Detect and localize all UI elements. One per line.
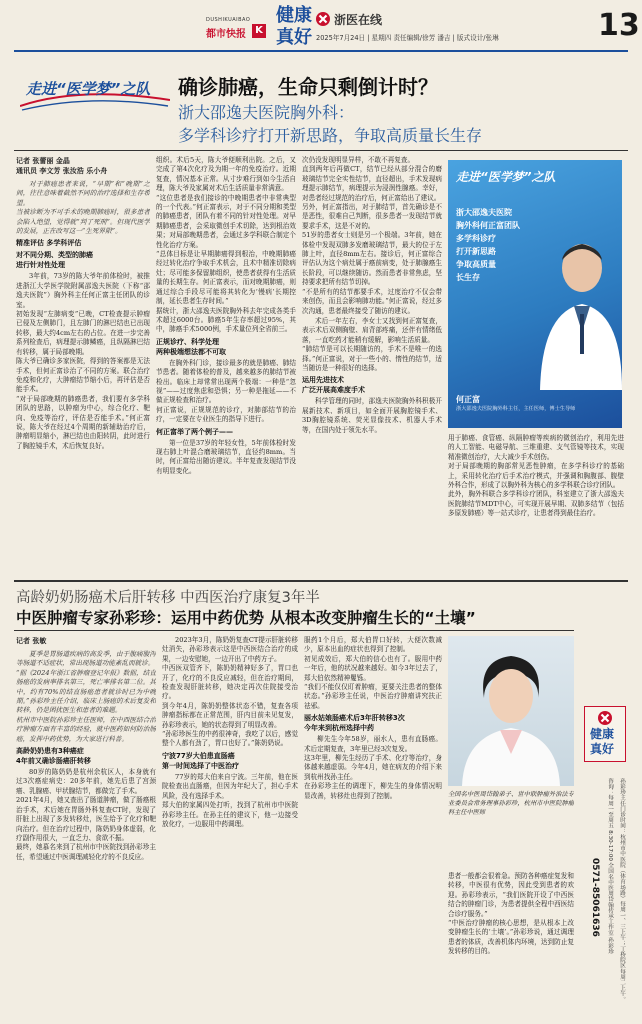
team-logo-text: 走进“医学梦”之队: [26, 80, 151, 98]
promo-text: 浙大邵逸夫医院 胸外科何正富团队 多学科诊疗 打开新思路 争取高质量 长生存: [456, 208, 520, 282]
article1-col1: [16, 156, 150, 576]
article2-col3-sub1: 丽水姑娘肠癌术后3年肝转移3次 今年来到杭州选择中药: [304, 714, 405, 733]
side-tab-title-2: 真好: [590, 742, 615, 756]
article1-col2-body: 组织。术后5天，陈大爷便顺利出院。之后，又完成了第4次化疗及为期一年的免疫治疗。近期复查，情况基本正常。从寸步难行到如今生活自理，陈大爷及家属对术后生活质量非常满意。 “这位患者是我们接诊的中晚期患者中非常典型的一个代表。”何正富表示，对于不同分期和类型的肺癌患者，团队有着不同的针对性处理。对早期肺癌患者，会采取微创手术切除，达到根治效果；对局部晚期患者，会通过多学科联合制定个性化治疗方案。 “总体目标是让早期肺癌得到根治，中晚期肺癌经过转化治疗争取手术机会，且术中精准切除病灶；尽可能多保留肺组织，使患者获得有生活质量的长期生存。何正富表示，而对晚期肺癌，则通过综合手段尽可能将其转化为‘慢病’长期控制，延长患者生存时间。” 据统计，浙大邵逸夫医院胸外科去年完成各类手术超过6000台。肺癌5年生存率超过95%，其中，肺癌手术5000例，手术量位列全省前三。: [156, 156, 296, 334]
side-tab: [584, 706, 626, 762]
promo-doctor-desc: 浙大邵逸夫医院胸外科主任，主任医师，博士生导师: [456, 406, 576, 412]
paper-logo: [252, 24, 266, 38]
side-vertical-text: 咨询：每周一至周五 8:30-17:00 全国名中医周岱翰传承工作室 孙彩珍: [607, 778, 613, 955]
article1-col2-body2: 在胸外科门诊，接诊最多的就是肺癌、肺结节患者。随着体检的普及，越来越多的肺结节被检出。临床上却常常出现两个极端：一种是“忽视”——过度焦虑和恐惧；另一种是拖延——不做正规检查和治疗。 何正富说，正规规范的诊疗，对肺部结节的治疗，一定要在专业医生的指导下进行。: [156, 358, 296, 424]
article1-col1-sub1: 精准评估 多学科评估: [16, 239, 82, 248]
article1-col3: [302, 156, 442, 576]
page-number: 13: [598, 8, 640, 43]
brand-logo-icon: [316, 11, 330, 25]
dateline: 2025年7月24日 | 星期四 责任编辑/徐芳 潘吉 | 版式设计/张琳: [316, 34, 499, 42]
article2-headline: 中医肿瘤专家孙彩珍：运用中药优势 从根本改变肿瘤生长的“土壤”: [16, 609, 476, 627]
article2-col4: [448, 872, 574, 1018]
article1-subhead-1: 浙大邵逸夫医院胸外科：: [178, 103, 355, 122]
article1-col3-body2: 术后一年左右，李女士又找到何正富复查，表示术后双侧胸壁、肩背部疼痛，还伴有情绪低落，一直吃药才能稍有缓解，影响生活质量。 “肺结节是可以长期随访的，手术不是唯一的选择。”何正富说，对于一些小的、惰性的结节，适当随访是一种很好的选择。: [302, 316, 442, 372]
article1-col4: [448, 434, 624, 574]
article2-col3-body2: 柳先生今年58岁，丽水人，患有直肠癌。术后定期复查，3年里已经3次复发。 这3年里，柳先生经历了手术、化疗等治疗，身体越来越虚弱。今年4月，她在病友的介绍下来到杭州找孙主任。 在孙彩珍主任的调理下，柳先生的身体情况明显改善，转移灶也得到了控制。: [304, 735, 442, 800]
article2-rule: [14, 630, 574, 631]
article2-intro: 夏季是胃肠道疾病的高发季，由于腹痛腹泻等肠道不适症状，常出现肠道功能紊乱而就诊。 “据《2024年浙江省肿瘤登记年报》数据，结直肠癌的发病率排名第三，死亡率排名第二位。其中，约有70%的结直肠癌患者就诊时已为中晚期。”孙彩珍主任介绍，临床上肠癌的术后复发和转移，仍是困扰医生和患者的难题。 杭州市中医院孙彩珍主任医师，在中西医结合治疗肿瘤方面有丰富的经验，就中医药如何防治肠癌，发挥中药优势，为大家进行科普。: [16, 650, 156, 743]
promo-logo: 走进“医学梦”之队: [456, 170, 556, 184]
article1-col3-body3: 科学管理的同时，邵逸夫医院胸外科积极开展新技术、新项目，如全面开展胸腔镜手术、3D胸腔镜系统、荧光显像技术、机器人手术等，在国内处于领先水平。: [302, 397, 442, 434]
doctor-photo-caption: [448, 790, 574, 868]
article2-col4-body: 患者一般都会很着急。预防各种癌症复发和转移，中医很有优势，因此受到患者的欢迎。孙彩珍表示，“我们医院开设了中西医结合的肿瘤门诊，为患者提供全程中西医结合诊疗服务。” “中医治疗肿瘤的核心思想，是从根本上改变肿瘤生长的‘土壤’。”孙彩珍说，通过调理患者的体质，改善机体内环境，达到防止复发转移的目的。: [448, 872, 574, 956]
section-title-2: 真好: [276, 27, 312, 48]
article2-col1: [16, 636, 156, 1018]
tel-number: 0571-85061636: [590, 858, 600, 937]
article2-col2: [162, 636, 298, 1018]
doctor-portrait: [532, 220, 622, 390]
article1-headline: 确诊肺癌，生命只剩倒计时？: [178, 75, 438, 99]
paper-pinyin: DUSHIKUAIBAO: [206, 17, 251, 23]
article2-col1-body: 80岁的陈奶奶是杭州余杭区人，本身就有过3次癌症病史：20多年前，她先后患了宫颈癌、乳腺癌、甲状腺结节，都做完了手术。 2021年4月，她又查出了肠道肿瘤，做了肠癌根治手术，术后她在胃肠外科复查CT时，发现了肝脏上出现了多发转移灶，医生给予了化疗和靶向治疗。但在治疗过程中，陈奶奶身体虚弱，化疗副作用很大，一直乏力、食欲不振。 最终，她慕名来到了杭州市中医院找到孙彩珍主任，希望通过中医调理减轻化疗的不良反应。: [16, 768, 156, 861]
masthead-rule: [14, 50, 628, 52]
side-brand-icon: [598, 711, 612, 725]
paper-logo-letter: K: [255, 25, 263, 36]
side-note: 孙彩珍主任门诊时间：杭州市中医院（体育场路）每周一、三上午；丁桥院区每周二上午。: [619, 778, 625, 1002]
side-tab-title-1: 健康: [590, 727, 615, 741]
article1-col1-body: 3年前，73岁的陈大爷年前体检时，被推进浙江大学医学院附属邵逸夫医院（下称“邵逸夫医院”）胸外科主任何正富主任团队的诊室。 初始发现“左肺病变”已晚，CT检查提示肿瘤已侵及左侧肺门，且左肺门的淋巴结也已出现转移，最大约4cm左右的占位。在进一步完善系列检查后，病理提示肺鳞癌，且纵隔淋巴结有转移，属于局部晚期。 陈大爷已确诊多家医院，得到的答案都是无法手术，但何正富诊治了不同的方案。联合治疗免疫和化疗，大肿瘤结节缩小后，再评估是否能手术。 “对于局部晚期的肺癌患者，我们要有多学科团队的思路，以肿瘤为中心，综合化疗、靶向、免疫等治疗，评估是否能手术。”何正富说，陈大爷在经过4个周期的新辅助治疗后，肿瘤明显缩小，淋巴结也由阳转阴，此时进行了胸腔镜手术，术后恢复良好。: [16, 272, 150, 450]
promo-doctor-name: 何正富: [456, 395, 480, 404]
paper-name: 都市快报: [206, 29, 246, 40]
article2-kicker: 高龄奶奶肠癌术后肝转移 中西医治疗康复3年半: [16, 590, 320, 606]
article2-col1-sub1: 高龄奶奶患有3种癌症 4年前又确诊肠癌肝转移: [16, 747, 91, 766]
article1-byline: 记者 张蕾丽 金晶 通讯员 李文芳 张汝浩 乐小舟: [16, 157, 108, 175]
doctor-photo: [448, 636, 574, 786]
article1-col3-sub1: 运用先进技术 广泛开展高难度手术: [302, 376, 365, 395]
article1-subhead-2: 多学科诊疗打开新思路，争取高质量长生存: [178, 126, 483, 145]
brand-name: 浙医在线: [334, 13, 383, 27]
article2-col3-body: 服药1个月后，郑大伯胃口好转，大便次数减少，原本出血的症状也得到了控制。 初见成效后，郑大伯的信心也有了。服用中药一年后，他的状况越来越好。如今3年过去了，郑大伯依然精神矍铄。 “我们不能仅仅盯着肿瘤，更要关注患者的整体状态。”孙彩珍主任说，中医治疗肿瘤讲究扶正祛邪。: [304, 636, 442, 710]
article1-col2-body3: 第一位是37岁的年轻女性，5年前体检时发现右肺上叶混合磨玻璃结节，直径约8mm。当时，何正富给出随访建议。半年复查发现结节没有明显变化。: [156, 438, 296, 475]
article2-col2-body2: 77岁的郑大伯来自宁波。三年前，他在医院检查出直肠癌，但因为年纪大了，担心手术风险，没有选择手术。 郑大伯的家属四处打听，找到了杭州市中医院孙彩珍主任。在孙主任的建议下，他一边接受放化疗，一边服用中药调理。: [162, 772, 298, 828]
promo-image: [448, 160, 622, 428]
article2-byline: 记者 张敏: [16, 637, 47, 645]
team-logo: [20, 74, 170, 114]
article1-rule: [14, 150, 628, 151]
section-title-1: 健康: [276, 5, 312, 26]
article2-col2-sub1: 宁波77岁大伯患直肠癌 第一时间选择了中医治疗: [162, 751, 239, 770]
article2-col3: [304, 636, 442, 1018]
article2-col2-body: 2023年3月，陈奶奶复查CT提示肝脏转移灶消失，孙彩珍表示这是中西医结合治疗的成果，一边安慰她，一边开出了中药方子。 中西医双管齐下，陈奶奶精神好多了，胃口也开了，化疗的不良反应减轻，但在治疗期间，检查发现肝脏转移，她决定再次住院接受治疗。 到今年4月，陈奶奶整体状态不错，复查各项肿瘤指标都在正常范围，肝内目前未见复发，孙彩珍表示，她的状态得到了明显改善。 “孙彩珍医生的中药很神奇，我吃了以后，感觉整个人都有劲了，胃口也好了。”陈奶奶说。: [162, 636, 298, 748]
article1-intro: 对于肺癌患者来说，“早期”和“晚期”之间，往往意味着截然不同的治疗选择和生存希望。 当被诊断为不可手术的晚期肺癌时，很多患者会陷入绝望，觉得就“判了死刑”。但现代医学的发展，正在改写这一“生死界限”。: [16, 180, 150, 236]
article1-col2-sub1: 正规诊疗、科学处理 两种极端想法都不可取: [156, 337, 226, 356]
photo-caption-text: 全国名中医周岱翰弟子、世中联肿瘤外治法专业委员会常务理事孙彩珍，杭州市中医院肿瘤科主任中医师: [448, 791, 574, 816]
article1-col2-sub2: 何正富举了两个例子——: [156, 427, 233, 436]
section-divider: [14, 580, 628, 582]
article1-col2: [156, 156, 296, 576]
article1-col4-body: 用于肺癌、食管癌、纵隔肿瘤等疾病的微创治疗，利用先进的人工智能、电磁导航、三维重建、支气管镜等技术，实现精准微创治疗，大大减少手术创伤。 对于局部晚期的胸部常见恶性肿瘤，在多学科诊疗的基础上，采用转化治疗后手术治疗模式，并强调和胸腹部、腹壁外科合作，形成了以胸外科为核心的多学科联合诊疗团队。 此外，胸外科联合多学科诊疗团队，科室建立了浙大邵逸夫医院肺结节MDT中心，可实现开展早期、双肺多结节（包括多原发肺癌）等一站式诊疗，让患者得到最佳治疗。: [448, 434, 624, 518]
article1-col1-sub2: 对不同分期、类型的肺癌 进行针对性处理: [16, 251, 93, 270]
article1-col3-body: 次仍没发现明显异样，不敢不再复查。 直到两年后再做CT，结节已经从部分混合的磨玻璃结节完全实性结节，直径超出，手术发现病理提示肺结节，病理提示为浸润性腺癌。幸好，对患者经过规范的治疗后，何正富给出了建议。 另外，何正富指出，对于肺结节，首先确诊是不是恶性，很难自己判断，很多患者一发现结节就要求手术，这是不对的。 51岁的患者女士则是另一个极端。3年前，她在体检中发现双肺多发磨玻璃结节，最大的位于左肺上叶，直径8mm左右。接诊后，何正富综合评估认为这个病灶属于癌前病变，处于肺腺癌生长阶段，可以继续随访。然而患者非常焦虑，坚持要求把所有结节切掉。 “不是所有的结节都要手术，过度治疗不仅会带来创伤，而且会影响肺功能。”何正富说，经过多次沟通，患者最终接受了随访的建议。: [302, 156, 442, 315]
